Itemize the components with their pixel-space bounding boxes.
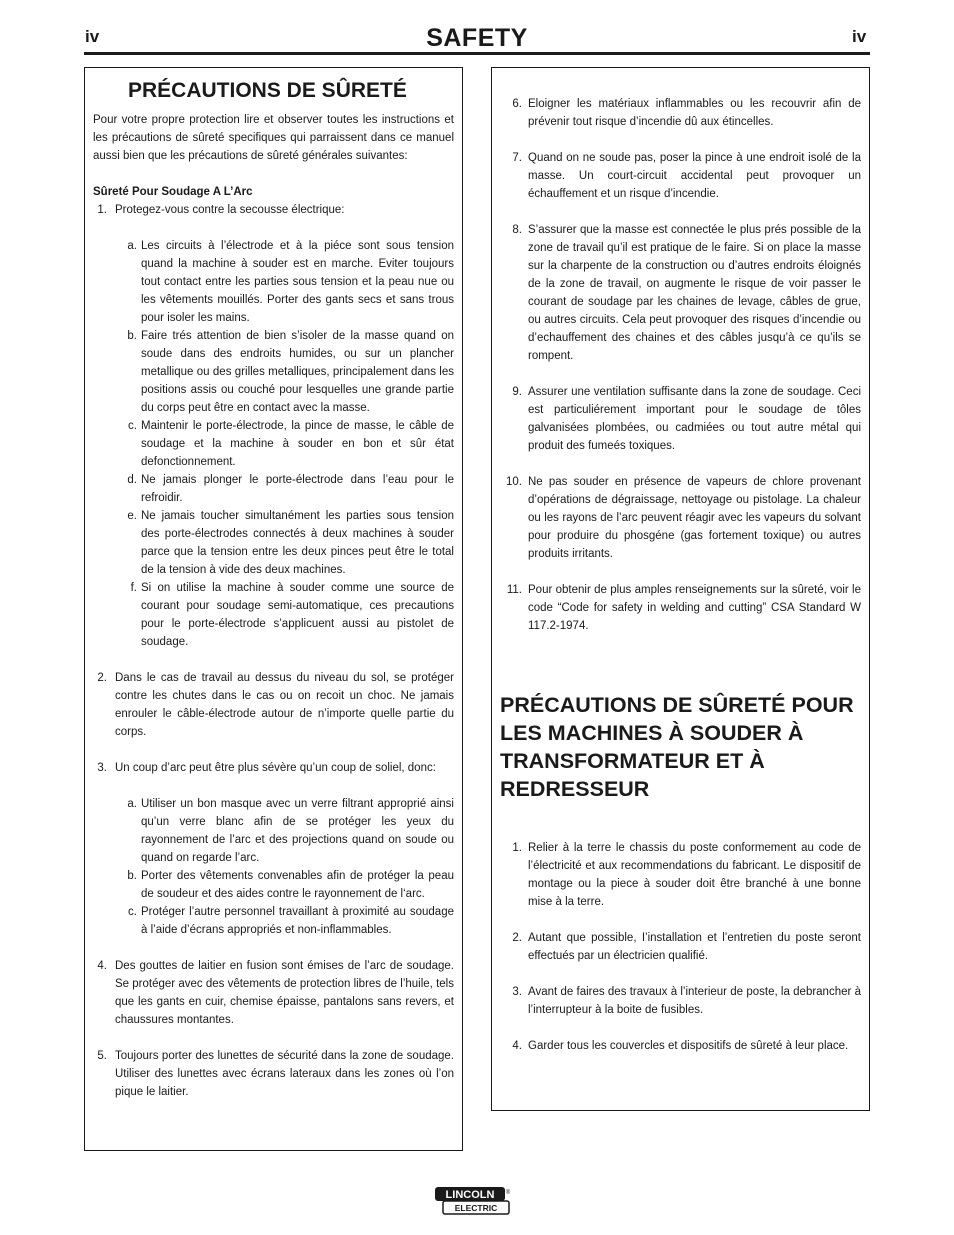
item-text: Eloigner les matériaux inflammables ou les recouvrir afin de prévenir tout risque d’incendie dû aux étincelles. bbox=[528, 98, 861, 128]
intro-paragraph: Pour votre propre protection lire et observer toutes les instructions et les précautions de sûreté specifiques qui parraissent dans ce manuel aussi bien que les précautions de sûreté générales suivantes: bbox=[93, 114, 454, 162]
item-number: 9. bbox=[512, 386, 522, 398]
sub-list-item bbox=[115, 507, 454, 579]
list-item bbox=[93, 1047, 454, 1101]
item-number: 5. bbox=[97, 1050, 107, 1062]
list-item bbox=[500, 581, 861, 635]
item-number: 4. bbox=[512, 1040, 522, 1052]
item-number: 3. bbox=[512, 986, 522, 998]
item-number: 3. bbox=[97, 762, 107, 774]
item-text: Des gouttes de laitier en fusion sont émises de l’arc de soudage. Se protéger avec des vêtements de protection libres de l’huile, tels que les gants en cuir, chemise épaisse, pantalons sans revers, et chaussures montantes. bbox=[115, 960, 454, 1026]
sub-list-item bbox=[115, 867, 454, 903]
header-rule bbox=[84, 52, 870, 55]
sub-item-text: Ne jamais toucher simultanément les parties sous tension des porte-électrodes connectés à deux machines à souder parce que la tension entre les deux pinces peut être le total de la tension à vide des deux machines. bbox=[141, 510, 454, 576]
sub-item-letter: d. bbox=[127, 474, 137, 486]
item-text: Assurer une ventilation suffisante dans la zone de soudage. Ceci est particuliérement important pour le soudage de tôles galvanisées plombées, ou cadmiées ou tout autre métal qui produit des fumeés toxiques. bbox=[528, 386, 861, 452]
list-item bbox=[500, 149, 861, 203]
list-item bbox=[93, 669, 454, 741]
list-item bbox=[93, 759, 454, 777]
item-number: 6. bbox=[512, 98, 522, 110]
sub-item-letter: a. bbox=[127, 798, 137, 810]
item-text: Relier à la terre le chassis du poste conformement au code de l’électricité et aux recommendations du fabricant. Le dispositif de montage ou la piece à souder doit être branché à une bonne mise à la terre. bbox=[528, 842, 861, 908]
lincoln-electric-logo bbox=[434, 1186, 512, 1216]
list-item bbox=[93, 201, 454, 219]
page-title: SAFETY bbox=[426, 24, 528, 52]
sub-item-text: Porter des vêtements convenables afin de protéger la peau de soudeur et des aides contre le rayonnement de l‘arc. bbox=[141, 870, 454, 900]
sub-item-letter: c. bbox=[128, 906, 137, 918]
section-title-transformer: PRÉCAUTIONS DE SÛRETÉ POUR LES MACHINES À SOUDER À TRANSFORMATEUR ET À REDRESSEUR bbox=[500, 693, 854, 801]
item-number: 4. bbox=[97, 960, 107, 972]
item-number: 1. bbox=[512, 842, 522, 854]
item-text: Pour obtenir de plus amples renseignements sur la sûreté, voir le code “Code for safety in welding and cutting” CSA Standard W 117.2-1974. bbox=[528, 584, 861, 632]
sub-item-text: Ne jamais plonger le porte-électrode dans l’eau pour le refroidir. bbox=[141, 474, 454, 504]
item-text: Quand on ne soude pas, poser la pince à une endroit isolé de la masse. Un court-circuit accidental peut provoquer un échauffement et un risque d’incendie. bbox=[528, 152, 861, 200]
item-text: Avant de faires des travaux à l’interieur de poste, la debrancher à l’interrupteur à la boite de fusibles. bbox=[528, 986, 861, 1016]
sub-item-letter: f. bbox=[130, 582, 137, 594]
item-text: Toujours porter des lunettes de sécurité dans la zone de soudage. Utiliser des lunettes avec écrans lateraux dans les zones où l’on pique le laitier. bbox=[115, 1050, 454, 1098]
page-number-right: iv bbox=[852, 27, 867, 46]
list-item bbox=[93, 957, 454, 1029]
item-text: Garder tous les couvercles et dispositifs de sûreté à leur place. bbox=[528, 1040, 849, 1052]
sub-list-item bbox=[115, 237, 454, 327]
item-text: S’assurer que la masse est connectée le plus prés possible de la zone de travail qu’il est pratique de le faire. Si on place la masse sur la charpente de la construction ou d’autres endroits éloignés de la zone de travail, on augmente le risque de voir passer le courant de soudage par les chaines de levage, câbles de grue, ou autres circuits. Cela peut provoquer des risques d’incendie ou d’echauffement des chaines et des câbles jusqu’à ce qu’ils se rompent. bbox=[528, 224, 861, 362]
item-text: Un coup d’arc peut être plus sévère qu’un coup de soliel, donc: bbox=[115, 762, 436, 774]
item-number: 1. bbox=[97, 204, 107, 216]
sub-item-text: Faire trés attention de bien s’isoler de la masse quand on soude dans des endroits humides, ou sur un plancher metallique ou des grilles metalliques, principalement dans les positions assis ou couché pour lesquelles une grande partie du corps peut être en contact avec la masse. bbox=[141, 330, 454, 414]
list-item bbox=[500, 839, 861, 911]
page-number-left: iv bbox=[85, 27, 100, 46]
list-item bbox=[500, 473, 861, 563]
sub-item-letter: b. bbox=[127, 870, 137, 882]
subheading-arc-welding: Sûreté Pour Soudage A L’Arc bbox=[93, 186, 253, 198]
sub-list-item bbox=[115, 327, 454, 417]
list-item bbox=[500, 95, 861, 131]
item-text: Dans le cas de travail au dessus du niveau du sol, se protéger contre les chutes dans le cas ou on recoit un choc. Ne jamais enrouler le câble-électrode autour de n’importe quelle partie du corps. bbox=[115, 672, 454, 738]
logo-registered-mark: ® bbox=[505, 1190, 511, 1196]
sub-item-text: Maintenir le porte-électrode, la pince de masse, le câble de soudage et la machine à souder en bon et sûr état defonctionnement. bbox=[141, 420, 454, 468]
logo-bottom-text: ELECTRIC bbox=[454, 1203, 498, 1213]
right-safety-box bbox=[491, 67, 870, 1111]
sub-list-item bbox=[115, 471, 454, 507]
sub-list-item bbox=[115, 579, 454, 651]
list-item bbox=[500, 383, 861, 455]
item-number: 2. bbox=[512, 932, 522, 944]
item-text: Autant que possible, I’installation et l’entretien du poste seront effectués par un électricien qualifié. bbox=[528, 932, 861, 962]
sub-list-item bbox=[115, 795, 454, 867]
item-number: 2. bbox=[97, 672, 107, 684]
list-item bbox=[500, 1037, 861, 1055]
sub-item-letter: a. bbox=[127, 240, 137, 252]
section-title: PRÉCAUTIONS DE SÛRETÉ bbox=[128, 79, 407, 102]
logo-top-text: LINCOLN bbox=[445, 1189, 495, 1201]
item-number: 10. bbox=[506, 476, 522, 488]
sub-item-letter: c. bbox=[128, 420, 137, 432]
left-safety-box bbox=[84, 67, 463, 1151]
item-number: 8. bbox=[512, 224, 522, 236]
item-number: 11. bbox=[506, 584, 522, 596]
sub-item-text: Si on utilise la machine à souder comme une source de courant pour soudage semi-automatique, ces precautions pour le porte-électrode s’applicuent aussi au pistolet de soudage. bbox=[141, 582, 454, 648]
list-item bbox=[500, 221, 861, 365]
sub-item-text: Les circuits à l’électrode et à la piéce sont sous tension quand la machine à souder est en marche. Eviter toujours tout contact entre les parties sous tension et la peau nue ou les vêtements mouillés. Porter des gants secs et sans trous pour isoler les mains. bbox=[141, 240, 454, 324]
sub-item-text: Protéger l’autre personnel travaillant à proximité au soudage à l’aide d’écrans appropriés et non-inflammables. bbox=[141, 906, 454, 936]
sub-item-letter: b. bbox=[127, 330, 137, 342]
item-text: Protegez-vous contre la secousse électrique: bbox=[115, 204, 345, 216]
sub-list-item bbox=[115, 417, 454, 471]
item-number: 7. bbox=[512, 152, 522, 164]
list-item bbox=[500, 983, 861, 1019]
list-item bbox=[500, 929, 861, 965]
item-text: Ne pas souder en présence de vapeurs de chlore provenant d’opérations de dégraissage, nettoyage ou pistolage. La chaleur ou les rayons de l’arc peuvent réagir avec les vapeurs du solvant pour produire du phosgéne (gas fortement toxique) ou autres produits irritants. bbox=[528, 476, 861, 560]
sub-item-letter: e. bbox=[127, 510, 137, 522]
sub-list-item bbox=[115, 903, 454, 939]
sub-item-text: Utiliser un bon masque avec un verre filtrant approprié ainsi qu’un verre blanc afin de se protéger les yeux du rayonnement de l’arc et des projections quand on soude ou quand on regarde l’arc. bbox=[141, 798, 454, 864]
